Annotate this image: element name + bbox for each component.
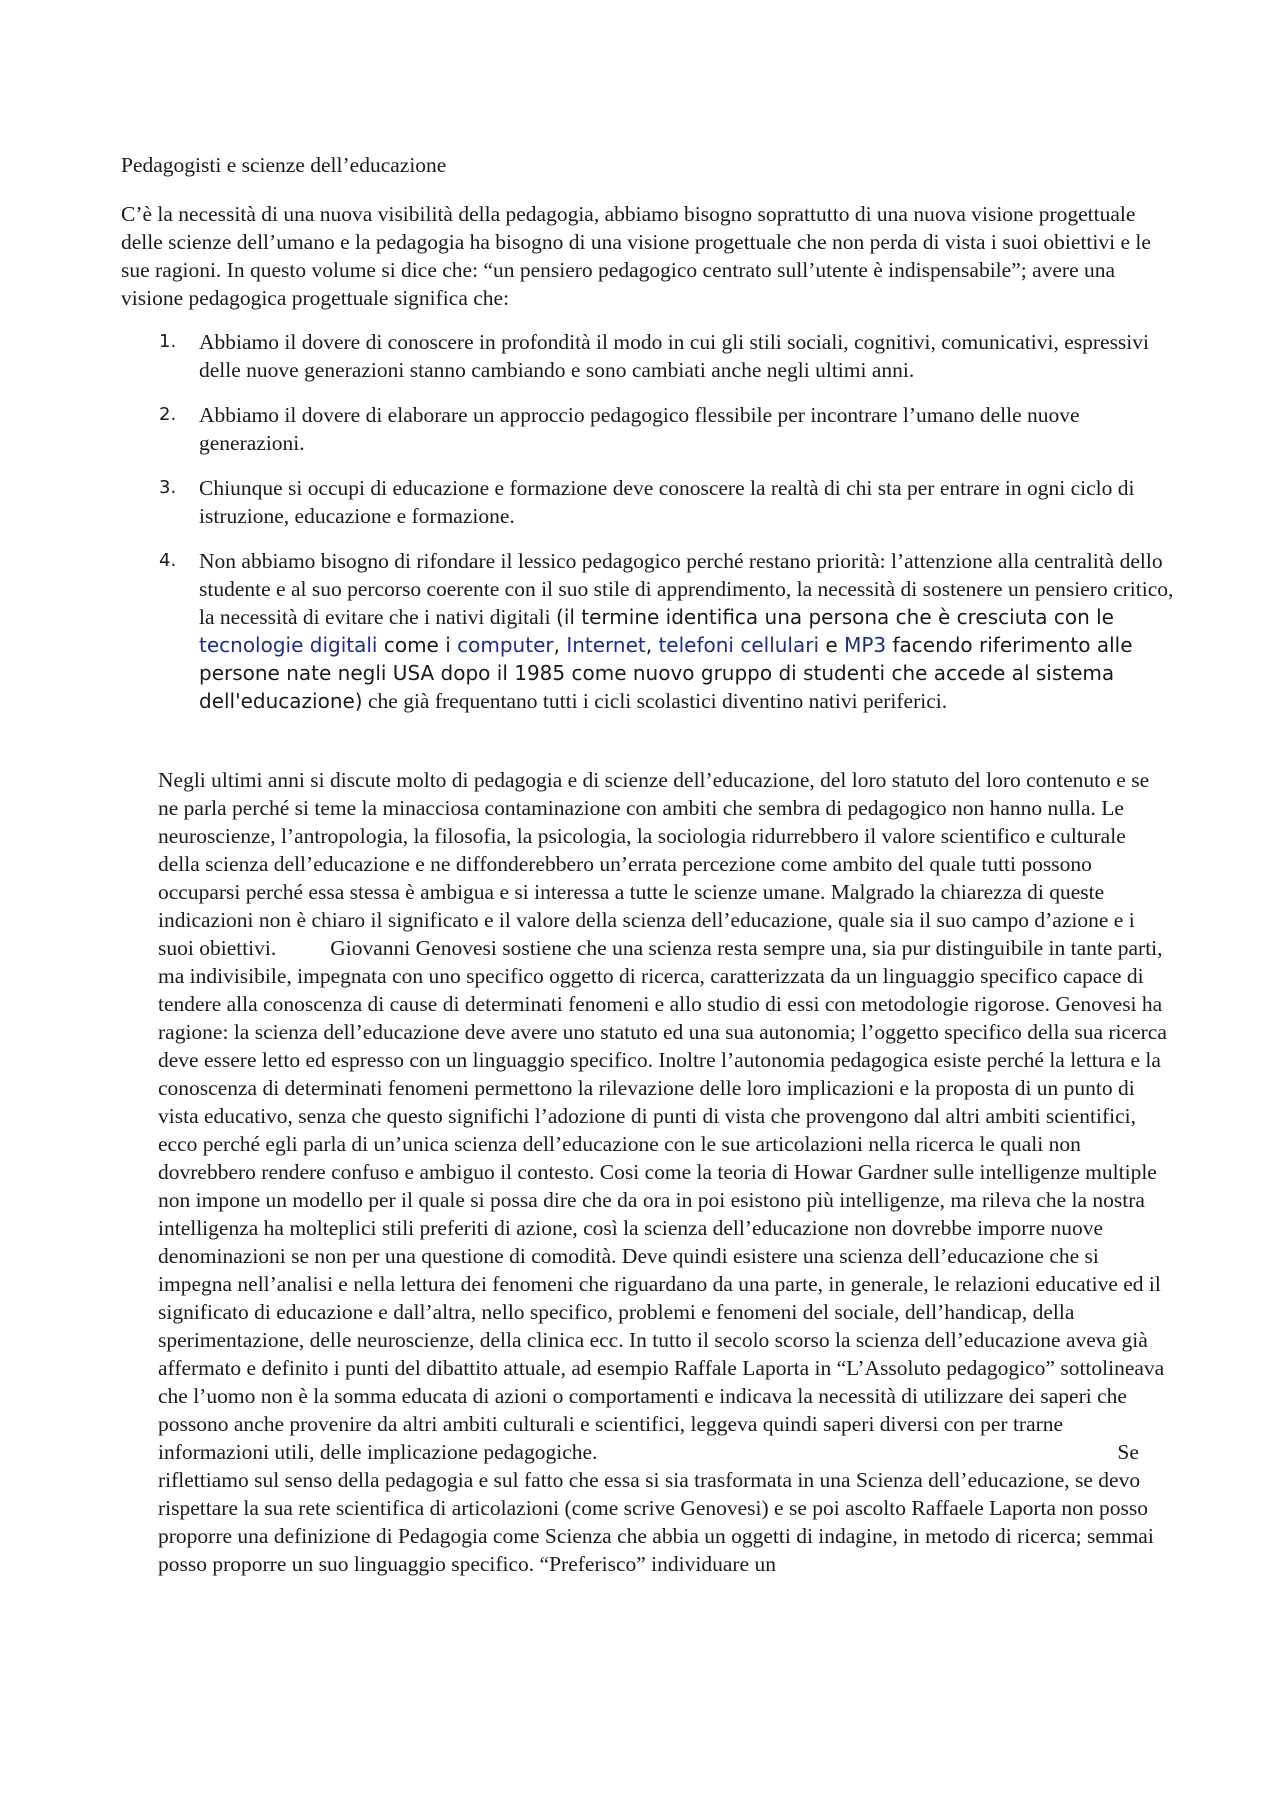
- list-item: [121, 474, 1181, 530]
- list-number: 3.: [159, 477, 177, 498]
- list-item-text-start: Non abbiamo bisogno di rifondare il lessico pedagogico perché restano priorità: l’attenzione alla centralità dello studente e al suo percorso coerente con il suo stile di apprendimento, la necessità di sostenere un pensiero critico, la necessità di evitare che i nativi digitali: [199, 549, 1174, 629]
- definition-text: facendo riferimento alle persone nate negli USA dopo il 1985 come nuovo gruppo di studenti che accede al sistema dell'educazione): [199, 633, 1133, 713]
- link-telefoni-cellulari[interactable]: telefoni cellulari: [658, 633, 820, 657]
- link-internet[interactable]: Internet: [566, 633, 646, 657]
- intro-paragraph: C’è la necessità di una nuova visibilità della pedagogia, abbiamo bisogno soprattutto di una nuova visione progettuale delle scienze dell’umano e la pedagogia ha bisogno di una visione progettuale che non perda di vista i suoi obiettivi e le sue ragioni. In questo volume si dice che: “un pensiero pedagogico centrato sull’utente è indispensabile”; avere una visione pedagogica progettuale significa che:: [121, 202, 1151, 310]
- body-paragraph: [158, 766, 1168, 1578]
- body-text-part3: Se riflettiamo sul senso della pedagogia e sul fatto che essa si sia trasformata in una Scienza dell’educazione, se devo rispettare la sua rete scientifica di articolazioni (come scrive Genovesi) e se poi ascolto Raffaele Laporta non posso proporre una definizione di Pedagogia come Scienza che abbia un oggetti di indagine, in metodo di ricerca; semmai posso proporre un suo linguaggio specifico. “Preferisco” individuare un: [158, 1440, 1154, 1576]
- definition-text: e: [819, 633, 845, 657]
- document-title: Pedagogisti e scienze dell’educazione: [121, 153, 447, 177]
- list-number: 2.: [159, 404, 177, 425]
- body-text-part2: Giovanni Genovesi sostiene che una scienza resta sempre una, sia pur distinguibile in tante parti, ma indivisibile, impegnata con uno specifico oggetto di ricerca, caratterizzata da un linguaggio specifico capace di tendere alla conoscenza di cause di determinati fenomeni e allo studio di essi con metodologie rigorose. Genovesi ha ragione: la scienza dell’educazione deve avere uno statuto ed una sua autonomia; l’oggetto specifico della sua ricerca deve essere letto ed espresso con un linguaggio specifico. Inoltre l’autonomia pedagogica esiste perché la lettura e la conoscenza di determinati fenomeni permettono la rilevazione delle loro implicazioni e la proposta di un punto di vista educativo, senza che questo significhi l’adozione di punti di vista che provengono dal altri ambiti scientifici, ecco perché egli parla di un’unica scienza dell’educazione con le sue articolazioni nella ricerca le quali non dovrebbero rendere confuso e ambiguo il contesto. Cosi come la teoria di Howar Gardner sulle intelligenze multiple non impone un modello per il quale si possa dire che da ora in poi esistono più intelligenze, ma rileva che la nostra intelligenza ha molteplici stili preferiti di azione, così la scienza dell’educazione non dovrebbe imporre nuove denominazioni se non per una questione di comodità. Deve quindi esistere una scienza dell’educazione che si impegna nell’analisi e nella lettura dei fenomeni che riguardano da una parte, in generale, le relazioni educative ed il significato di educazione e dall’altra, nello specifico, problemi e fenomeni del sociale, dell’handicap, della sperimentazione, delle neuroscienze, della clinica ecc. In tutto il secolo scorso la scienza dell’educazione aveva già affermato e definito i punti del dibattito attuale, ad esempio Raffale Laporta in “L’Assoluto pedagogico” sottolineava che l’uomo non è la somma educata di azioni o comportamenti e indicava la necessità di utilizzare dei saperi che possono anche provenire da altri ambiti culturali e scientifici, leggeva quindi saperi diversi con per trarne informazioni utili, delle implicazione pedagogiche.: [158, 936, 1167, 1464]
- link-tecnologie-digitali[interactable]: tecnologie digitali: [199, 633, 378, 657]
- link-mp3[interactable]: MP3: [844, 633, 887, 657]
- link-computer[interactable]: computer: [457, 633, 554, 657]
- definition-text: come i: [377, 633, 458, 657]
- list-item-text: Abbiamo il dovere di elaborare un approccio pedagogico flessibile per incontrare l’umano delle nuove generazioni.: [199, 403, 1080, 455]
- list-item: [121, 401, 1181, 457]
- body-text-part1: Negli ultimi anni si discute molto di pedagogia e di scienze dell’educazione, del loro statuto del loro contenuto e se ne parla perché si teme la minacciosa contaminazione con ambiti che sembra di pedagogico non hanno nulla. Le neuroscienze, l’antropologia, la filosofia, la psicologia, la sociologia ridurrebbero il valore scientifico e culturale della scienza dell’educazione e ne diffonderebbero un’errata percezione come ambito del quale tutti possono occuparsi perché essa stessa è ambigua e si interessa a tutte le scienze umane. Malgrado la chiarezza di queste indicazioni non è chiaro il significato e il valore della scienza dell’educazione, quale sia il suo campo d’azione e i suoi obiettivi.: [158, 768, 1150, 960]
- numbered-list: [121, 328, 1181, 732]
- definition-text: ,: [645, 633, 659, 657]
- definition-text: ,: [553, 633, 567, 657]
- list-item: [121, 547, 1181, 715]
- definition-text: (il termine identifica una persona che è cresciuta con le: [556, 605, 1114, 629]
- list-item-text: Chiunque si occupi di educazione e formazione deve conoscere la realtà di chi sta per entrare in ogni ciclo di istruzione, educazione e formazione.: [199, 476, 1135, 528]
- list-number: 1.: [159, 331, 177, 352]
- list-item: [121, 328, 1181, 384]
- list-item-text: Abbiamo il dovere di conoscere in profondità il modo in cui gli stili sociali, cognitivi, comunicativi, espressivi delle nuove generazioni stanno cambiando e sono cambiati anche negli ultimi anni.: [199, 330, 1149, 382]
- list-number: 4.: [159, 550, 177, 571]
- list-item-text-end: che già frequentano tutti i cicli scolastici diventino nativi periferici.: [362, 689, 948, 713]
